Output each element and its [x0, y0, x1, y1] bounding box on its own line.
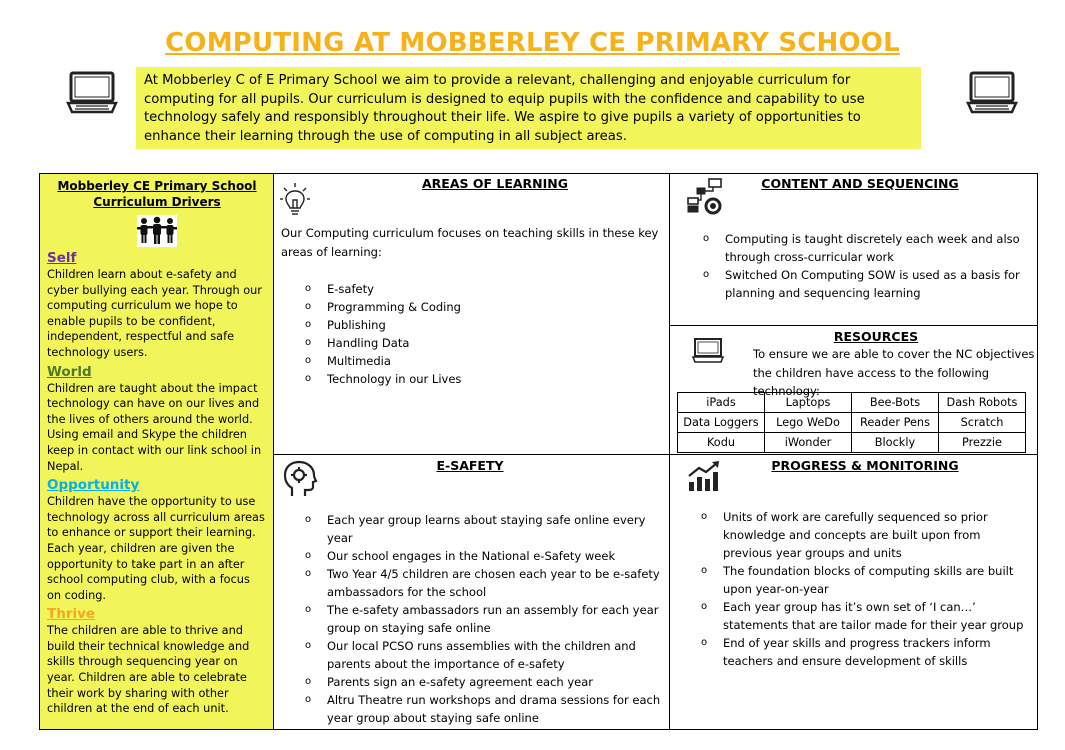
list-item: o Computing is taught discretely each week and also through cross-curricular work: [703, 230, 1028, 266]
head-gear-icon: [282, 460, 318, 498]
laptop-icon: [692, 338, 724, 364]
table-cell: iPads: [678, 393, 765, 413]
table-cell: Data Loggers: [678, 413, 765, 433]
table-cell: Laptops: [765, 393, 852, 413]
growth-chart-icon: [687, 460, 723, 492]
resources-intro: To ensure we are able to cover the NC objectives the children have access to the following technology:: [753, 347, 1035, 398]
list-item: o Publishing: [305, 316, 645, 334]
esafety-list: [305, 511, 665, 727]
list-item: o End of year skills and progress trackers inform teachers and ensure development of skills: [701, 634, 1031, 670]
list-item: o E-safety: [305, 280, 645, 298]
workflow-gear-icon: [687, 178, 725, 218]
world-heading: World: [47, 363, 92, 380]
world-text: Children are taught about the impact technology can have on our lives and the lives of others around the world. Using email and Skype the children keep in contact with our link school in Nepal.: [47, 381, 262, 473]
list-item: o Each year group has it’s own set of ‘I can…’ statements that are tailor made for their year group: [701, 598, 1031, 634]
list-item: o Units of work are carefully sequenced so prior knowledge and concepts are built upon from previous year groups and units: [701, 508, 1031, 562]
list-item: o Two Year 4/5 children are chosen each year to be e-safety ambassadors for the school: [305, 565, 665, 601]
list-item: o The e-safety ambassadors run an assembly for each year group on staying safe online: [305, 601, 665, 637]
table-cell: Prezzie: [939, 433, 1026, 453]
table-cell: iWonder: [765, 433, 852, 453]
table-row: [678, 433, 1026, 453]
table-cell: Blockly: [852, 433, 939, 453]
list-item: o Programming & Coding: [305, 298, 645, 316]
table-cell: Scratch: [939, 413, 1026, 433]
areas-title: AREAS OF LEARNING: [421, 176, 569, 191]
list-item: o Switched On Computing SOW is used as a basis for planning and sequencing learning: [703, 266, 1028, 302]
lightbulb-icon: [280, 182, 310, 218]
list-item: o Our school engages in the National e-Safety week: [305, 547, 665, 565]
list-item: o Each year group learns about staying safe online every year: [305, 511, 665, 547]
divider: [273, 454, 1038, 455]
opportunity-text: Children have the opportunity to use technology across all curriculum areas to enhance or support their learning.: [47, 495, 265, 540]
thrive-text: The children are able to thrive and build their technical knowledge and skills through sequencing year on year. Children are able to celebrate their work by sharing with other children at the end of each unit.: [47, 624, 250, 716]
opportunity-text-2: Each year, children are given the opportunity to take part in an after school computing club, with a focus on coding.: [47, 541, 250, 602]
list-item: o Handling Data: [305, 334, 645, 352]
thrive-heading: Thrive: [47, 606, 96, 623]
self-heading: Self: [47, 250, 77, 266]
resources-table: [677, 392, 1026, 453]
table-cell: Dash Robots: [939, 393, 1026, 413]
opportunity-heading: Opportunity: [47, 477, 140, 494]
table-cell: Lego WeDo: [765, 413, 852, 433]
divider: [669, 173, 670, 730]
table-row: [678, 393, 1026, 413]
page-title: COMPUTING AT MOBBERLEY CE PRIMARY SCHOOL: [165, 28, 900, 58]
list-item: o Altru Theatre run workshops and drama sessions for each year group about staying safe online: [305, 691, 665, 727]
table-row: [678, 413, 1026, 433]
list-item: o Our local PCSO runs assemblies with the children and parents about the importance of e-safety: [305, 637, 665, 673]
curriculum-drivers-panel: [39, 173, 274, 730]
people-icon: [137, 215, 177, 247]
laptop-icon: [66, 70, 118, 116]
table-cell: Kodu: [678, 433, 765, 453]
self-text: Children learn about e-safety and cyber bullying each year. Through our computing curriculum we hope to enable pupils to be confident, independent, respectful and safe technology users.: [47, 268, 262, 359]
areas-list: [305, 280, 645, 388]
divider: [669, 325, 1038, 326]
table-cell: Reader Pens: [852, 413, 939, 433]
progress-title: PROGRESS & MONITORING: [771, 458, 959, 473]
areas-intro: Our Computing curriculum focuses on teaching skills in these key areas of learning:: [281, 226, 659, 259]
list-item: o Technology in our Lives: [305, 370, 645, 388]
resources-title: RESOURCES: [833, 329, 919, 344]
drivers-heading: Mobberley CE Primary School Curriculum Drivers: [57, 179, 257, 209]
list-item: o Parents sign an e-safety agreement each year: [305, 673, 665, 691]
list-item: o The foundation blocks of computing skills are built upon year-on-year: [701, 562, 1031, 598]
list-item: o Multimedia: [305, 352, 645, 370]
esafety-title: E-SAFETY: [436, 458, 504, 473]
table-cell: Bee-Bots: [852, 393, 939, 413]
progress-list: [701, 508, 1031, 670]
content-list: [703, 230, 1028, 302]
content-title: CONTENT AND SEQUENCING: [761, 176, 959, 191]
laptop-icon: [966, 70, 1018, 116]
intro-box: At Mobberley C of E Primary School we aim to provide a relevant, challenging and enjoyable curriculum for computing for all pupils. Our curriculum is designed to equip pupils with the confidence and capability to use technology safely and responsibly throughout their life. We aspire to give pupils a variety of opportunities to enhance their learning through the use of computing in all subject areas.: [136, 67, 921, 149]
